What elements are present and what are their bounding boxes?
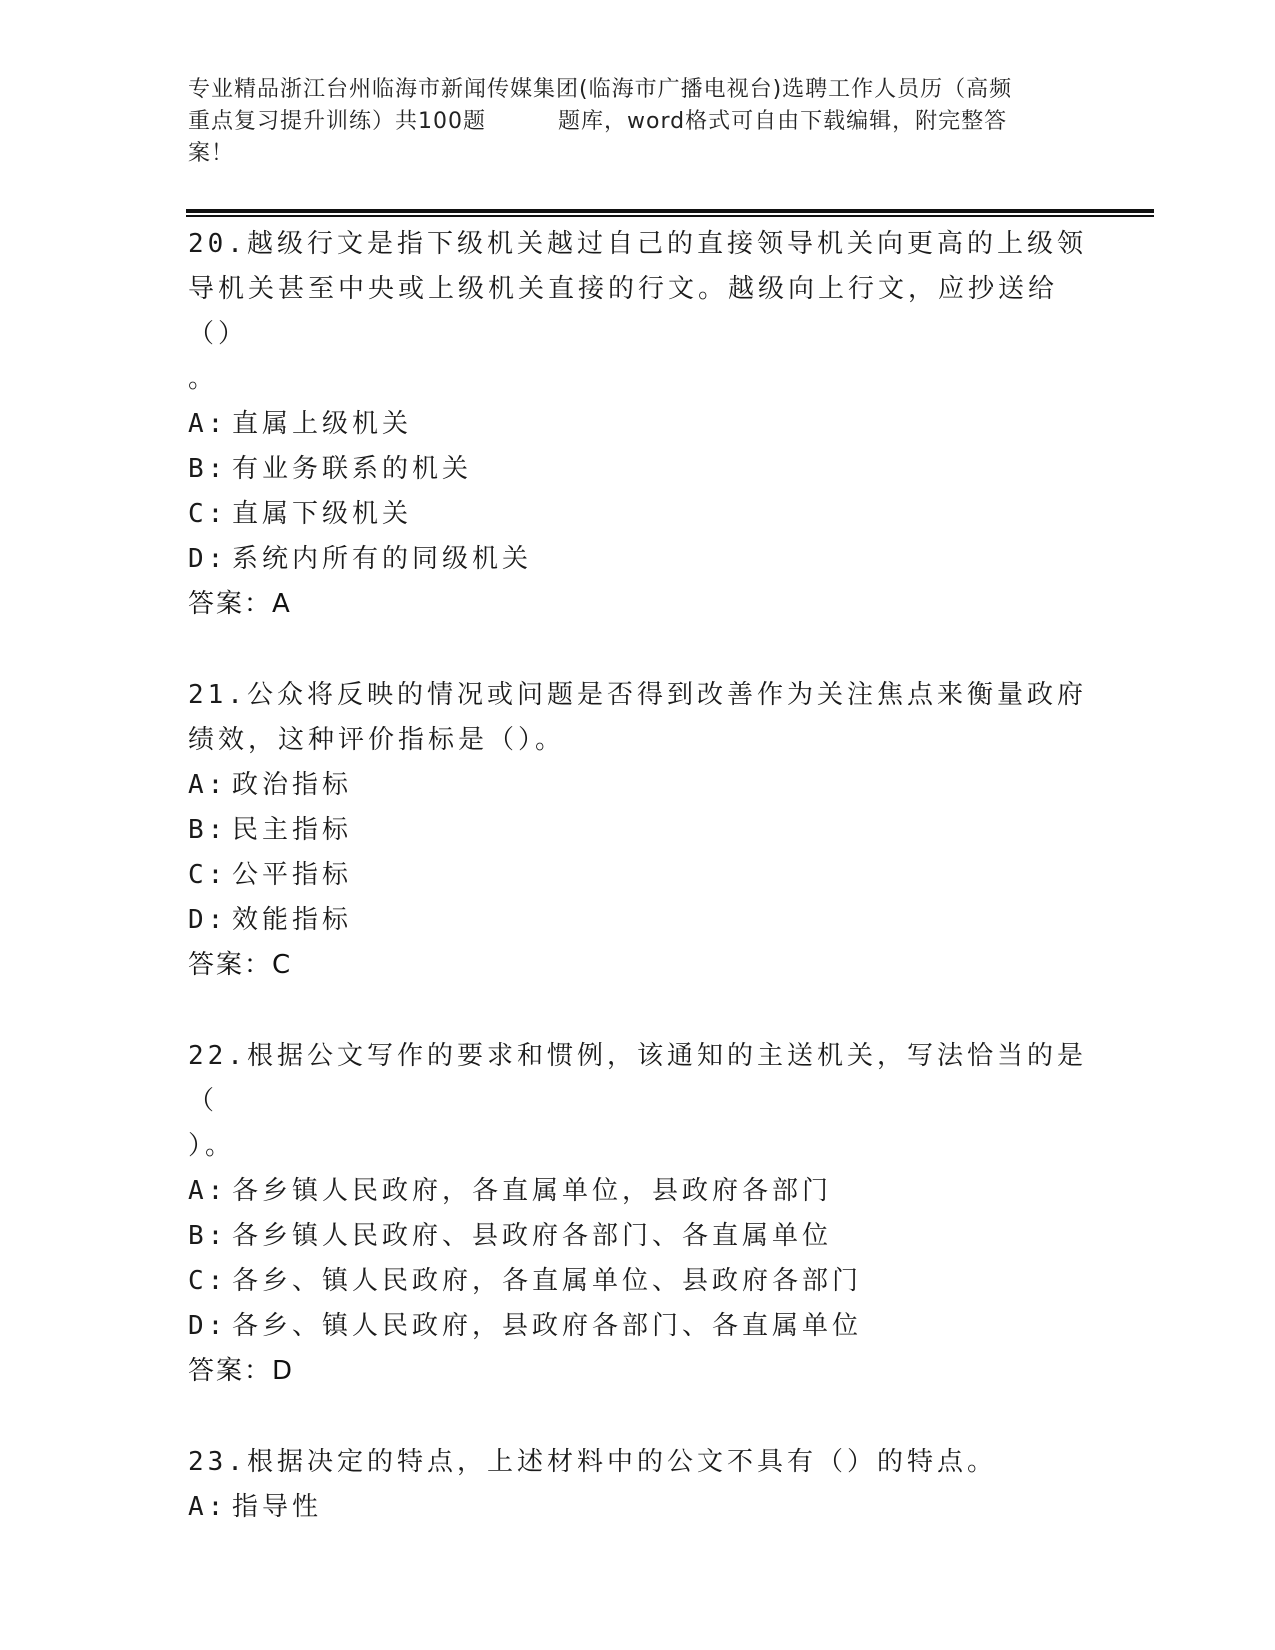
question-text: 22.根据公文写作的要求和惯例，该通知的主送机关，写法恰当的是（ bbox=[188, 1041, 1087, 1116]
option-text: 各乡、镇人民政府，县政府各部门、各直属单位 bbox=[232, 1311, 863, 1341]
answer: 答案：D bbox=[188, 1356, 295, 1386]
option-letter: C: bbox=[188, 1266, 228, 1296]
option-letter: B: bbox=[188, 815, 228, 845]
question-21 bbox=[188, 673, 1088, 988]
question-23 bbox=[188, 1440, 1088, 1530]
document-header bbox=[188, 74, 1088, 170]
answer: 答案：C bbox=[188, 950, 293, 980]
option-b bbox=[188, 1214, 1088, 1259]
option-b bbox=[188, 447, 1088, 492]
header-line-1: 专业精品浙江台州临海市新闻传媒集团(临海市广播电视台)选聘工作人员历（高频 bbox=[188, 77, 1013, 102]
option-a bbox=[188, 1485, 1088, 1530]
option-letter: B: bbox=[188, 1221, 228, 1251]
option-letter: A: bbox=[188, 409, 228, 439]
option-text: 民主指标 bbox=[232, 815, 353, 845]
header-line-2b: 题库，word格式可自由下载编辑，附完整答 bbox=[558, 109, 1008, 134]
header-line-2 bbox=[188, 106, 1088, 138]
option-text: 系统内所有的同级机关 bbox=[232, 544, 533, 574]
question-list bbox=[188, 222, 1088, 1530]
option-letter: C: bbox=[188, 860, 228, 890]
header-line-3: 案！ bbox=[188, 141, 235, 166]
header-divider-thick bbox=[186, 209, 1154, 213]
option-text: 公平指标 bbox=[232, 860, 353, 890]
option-letter: A: bbox=[188, 1492, 228, 1522]
option-text: 指导性 bbox=[232, 1492, 323, 1522]
question-text: 20.越级行文是指下级机关越过自己的直接领导机关向更高的上级领导机关甚至中央或上级机关直接的行文。越级向上行文，应抄送给（） bbox=[188, 229, 1087, 349]
option-letter: C: bbox=[188, 499, 228, 529]
header-line-2a: 重点复习提升训练）共100题 bbox=[188, 109, 486, 134]
option-text: 效能指标 bbox=[232, 905, 353, 935]
option-d bbox=[188, 1304, 1088, 1349]
option-letter: D: bbox=[188, 1311, 228, 1341]
option-b bbox=[188, 808, 1088, 853]
option-a bbox=[188, 763, 1088, 808]
question-22 bbox=[188, 1034, 1088, 1394]
option-letter: D: bbox=[188, 544, 228, 574]
option-c bbox=[188, 853, 1088, 898]
option-a bbox=[188, 402, 1088, 447]
option-text: 直属上级机关 bbox=[232, 409, 413, 439]
option-d bbox=[188, 898, 1088, 943]
question-text-tail: 。 bbox=[188, 364, 219, 394]
question-text: 23.根据决定的特点，上述材料中的公文不具有（）的特点。 bbox=[188, 1447, 997, 1477]
option-text: 各乡镇人民政府，各直属单位，县政府各部门 bbox=[232, 1176, 833, 1206]
option-text: 有业务联系的机关 bbox=[232, 454, 473, 484]
option-text: 各乡、镇人民政府，各直属单位、县政府各部门 bbox=[232, 1266, 863, 1296]
option-letter: B: bbox=[188, 454, 228, 484]
option-letter: D: bbox=[188, 905, 228, 935]
header-divider-thin bbox=[186, 215, 1154, 217]
option-text: 各乡镇人民政府、县政府各部门、各直属单位 bbox=[232, 1221, 833, 1251]
option-letter: A: bbox=[188, 770, 228, 800]
option-d bbox=[188, 537, 1088, 582]
answer: 答案：A bbox=[188, 589, 292, 619]
option-text: 直属下级机关 bbox=[232, 499, 413, 529]
question-20 bbox=[188, 222, 1088, 627]
option-c bbox=[188, 1259, 1088, 1304]
option-c bbox=[188, 492, 1088, 537]
option-letter: A: bbox=[188, 1176, 228, 1206]
option-a bbox=[188, 1169, 1088, 1214]
question-text-tail: ）。 bbox=[188, 1131, 236, 1161]
question-text: 21.公众将反映的情况或问题是否得到改善作为关注焦点来衡量政府绩效，这种评价指标是（）。 bbox=[188, 680, 1087, 755]
option-text: 政治指标 bbox=[232, 770, 353, 800]
